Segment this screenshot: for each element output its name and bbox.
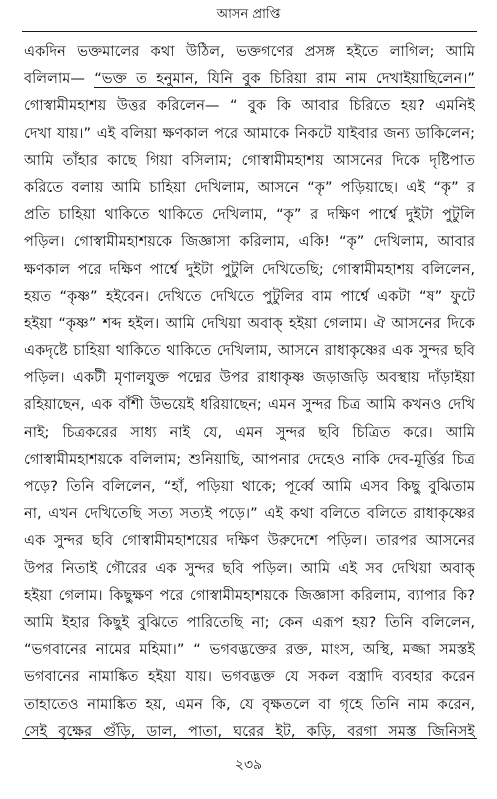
underlined-quote: “ভক্ত ত হনুমান, যিনি বুক চিরিয়া রাম নাম দেখাইয়াছিলেন।” [94,70,475,88]
text-line: এক সুন্দর ছবি গোস্বামীমহাশয়ের দক্ষিণ উরুদেশে পড়িল। তারপর আসনের [24,532,475,550]
body-text [24,38,475,745]
text-line: পড়ে? তিনি বলিলেন, “হাঁ, পড়িয়া থাকে; পূর্ব্বে আমি এসব কিছু বুঝিতাম [24,478,475,495]
text-line: দেখা যায়।” এই বলিয়া ক্ষণকাল পরে আমাকে নিকটে যাইবার জন্য ডাকিলেন; [24,124,475,142]
text-line: হইয়া “কৃষ্ণ” শব্দ হইল। আমি দেখিয়া অবাক্ হইয়া গেলাম। ঐ আসনের দিকে [24,314,475,332]
running-header: আসন প্রাপ্তি [216,7,281,22]
text-line: আমি ইহার কিছুই বুঝিতে পারিতেছি না; কেন এরূপ হয়? তিনি বলিলেন, [24,613,475,631]
header-divider [22,31,477,32]
text-line: পড়িল। গোস্বামীমহাশয়কে জিজ্ঞাসা করিলাম, একি! “কৃ” দেখিলাম, আবার [24,233,475,251]
text-line: হয়ত “কৃষ্ণ” হইবেন। দেখিতে দেখিতে পুটুলির বাম পার্শ্বে একটা “ষ” ফুটে [24,287,475,305]
text-line: “ভগবানের নামের মহিমা।” “ ভগবদ্ভক্তের রক্ত, মাংস, অস্থি, মজ্জা সমস্তই [24,641,475,659]
text-line: একদিন ভক্তমালের কথা উঠিল, ভক্তগণের প্রসঙ্গ হইতে লাগিল; আমি [24,43,475,60]
text-line: উপর নিতাই গৌরের এক সুন্দর ছবি পড়িল। আমি এই সব দেখিয়া অবাক্ [24,559,475,577]
text-line: না, এখন দেখিতেছি সত্য সত্যই পড়ে।” এই কথা বলিতে বলিতে রাধাকৃষ্ণের [24,505,475,523]
text-line: গোস্বামীমহাশয় উত্তর করিলেন— “ বুক কি আবার চিরিতে হয়? এমনিই [24,97,475,115]
text-line: সেই বৃক্ষের গুঁড়ি, ডাল, পাতা, ঘরের ইট, কড়ি, বরগা সমস্ত জিনিসই [24,722,475,740]
text-line: হইয়া গেলাম। কিছুক্ষণ পরে গোস্বামীমহাশয়কে জিজ্ঞাসা করিলাম, ব্যাপার কি? [24,586,475,604]
text-line: রহিয়াছেন, এক বাঁশী উভয়েই ধরিয়াছেন; এমন সুন্দর চিত্র আমি কখনও দেখি [24,396,475,414]
text-line: পড়িল। একটী মৃণালযুক্ত পদ্মের উপর রাধাকৃষ্ণ জড়াজড়ি অবস্থায় দাঁড়াইয়া [24,369,475,387]
text-line: একদৃষ্টে চাহিয়া থাকিতে থাকিতে দেখিলাম, আসনে রাধাকৃষ্ণের এক সুন্দর ছবি [24,342,475,360]
text-line: গোস্বামীমহাশয়কে বলিলাম; শুনিয়াছি, আপনার দেহেও নাকি দেব-মূর্ত্তির চিত্র [24,450,475,468]
text-line [24,65,475,92]
text-line: নাই; চিত্রকরের সাধ্য নাই যে, এমন সুন্দর ছবি চিত্রিত করে। আমি [24,423,475,441]
text-line: প্রতি চাহিয়া থাকিতে থাকিতে দেখিলাম, “কৃ” র দক্ষিণ পার্শ্বে দুইটা পুটুলি [24,206,475,224]
text-line: ক্ষণকাল পরে দক্ষিণ পার্শ্বে দুইটা পুটুলি দেখিতেছি; গোস্বামীমহাশয় বলিলেন, [24,260,475,278]
text-line: ভগবানের নামাঙ্কিত হইয়া যায়। ভগবদ্ভক্ত যে সকল বস্ত্রাদি ব্যবহার করেন [24,668,475,686]
page-number: ২৩৯ [234,757,263,773]
line-lead: বলিলাম— [24,70,95,88]
footer-divider [22,738,477,739]
text-line: তাহাতেও নামাঙ্কিত হয়, এমন কি, যে বৃক্ষতলে বা গৃহে তিনি নাম করেন, [24,695,475,713]
text-line: করিতে বলায় আমি চাহিয়া দেখিলাম, আসনে “কৃ” পড়িয়াছে। এই “কৃ” র [24,178,475,196]
text-line: আমি তাঁহার কাছে গিয়া বসিলাম; গোস্বামীমহাশয় আসনের দিকে দৃষ্টিপাত [24,151,475,169]
